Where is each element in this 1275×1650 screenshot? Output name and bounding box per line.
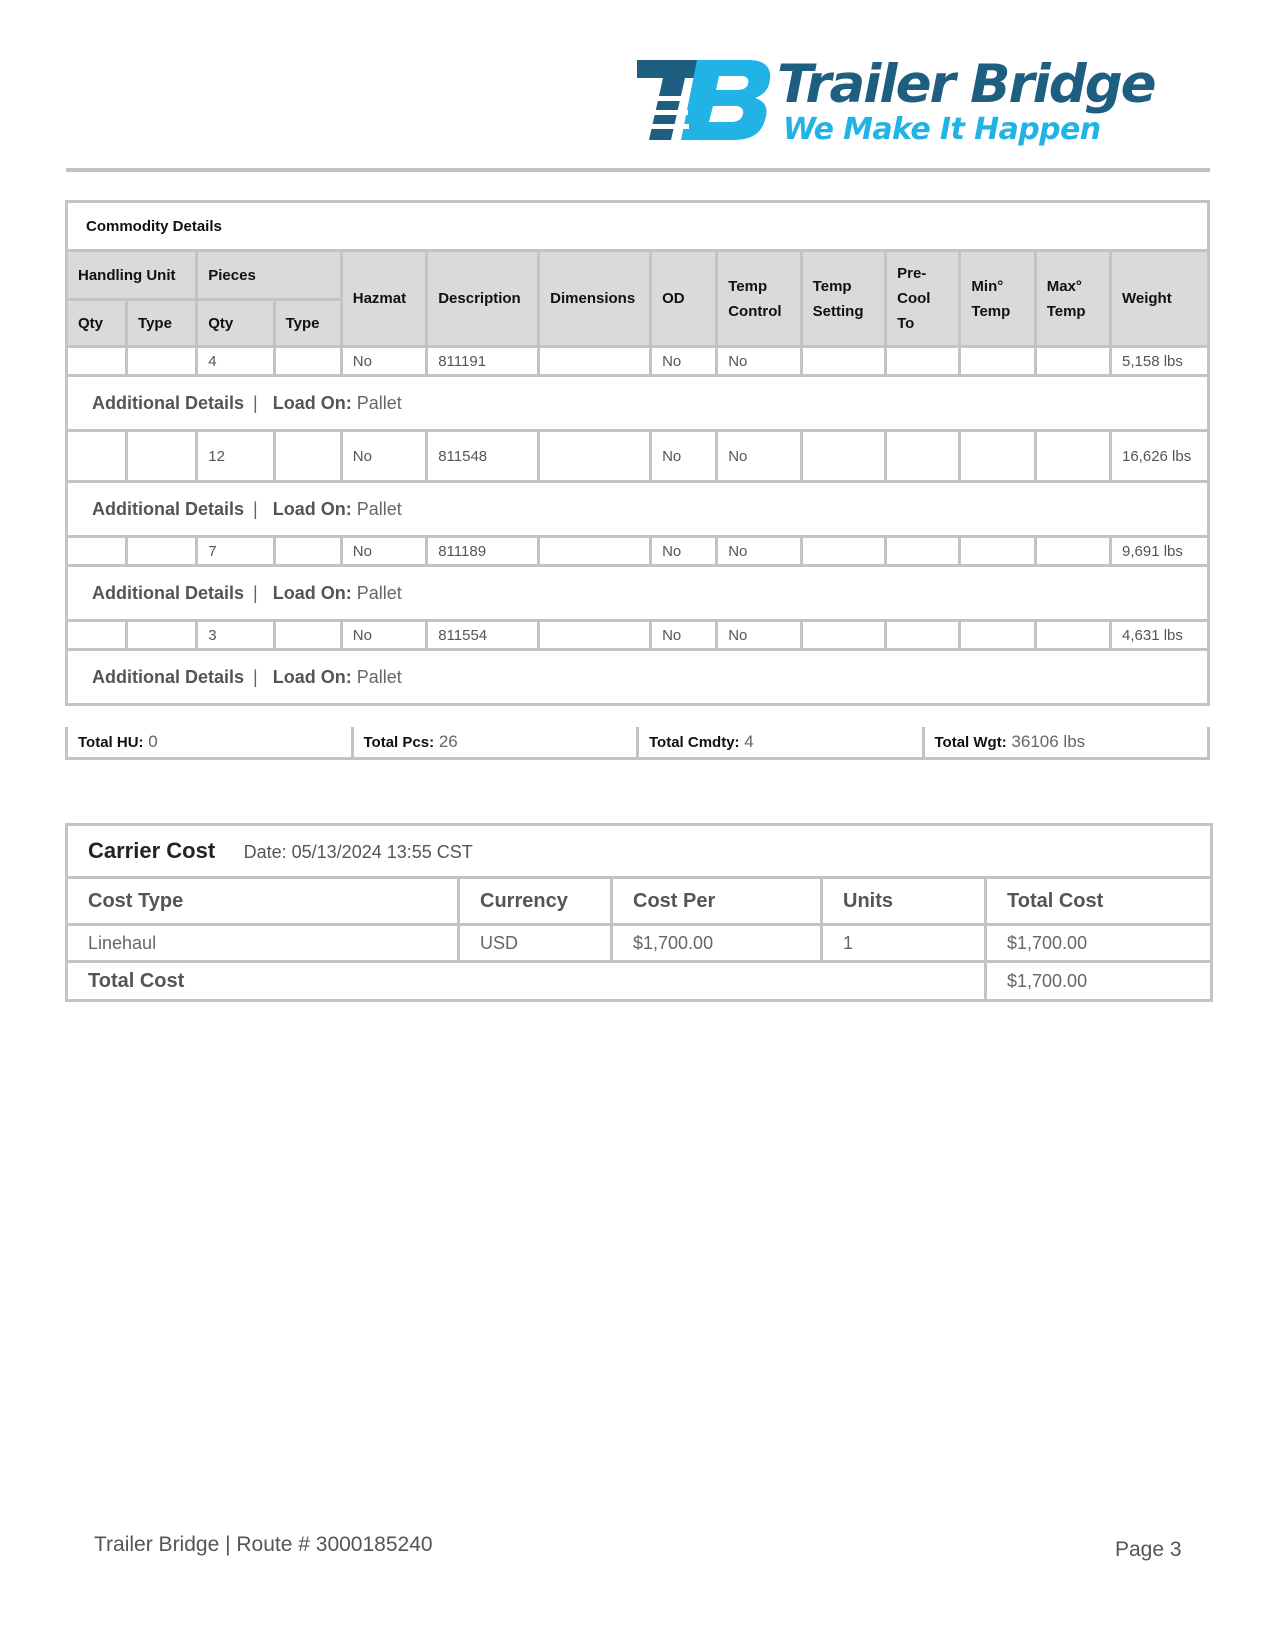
pcs-type-cell: [274, 431, 341, 482]
total-cmdty: [638, 727, 924, 759]
weight-cell: 16,626 lbs: [1111, 431, 1209, 482]
pcs-qty-cell: 4: [197, 347, 274, 376]
temp-control-cell: No: [717, 537, 801, 566]
cost-row: [67, 925, 1212, 962]
temp-control-cell: No: [717, 347, 801, 376]
header-handling-unit: Handling Unit: [67, 251, 197, 300]
header-od: OD: [651, 251, 717, 347]
separator: |: [253, 582, 258, 603]
total-wgt: [923, 727, 1209, 759]
cost-type-cell: Linehaul: [67, 925, 459, 962]
additional-details-row: [67, 376, 1209, 431]
header-min-temp: Min° Temp: [960, 251, 1035, 347]
min-temp-cell: [960, 537, 1035, 566]
load-on-label: Load On:: [272, 582, 352, 603]
pre-cool-to-cell: [886, 537, 960, 566]
description-cell: 811548: [427, 431, 539, 482]
temp-control-cell: No: [717, 431, 801, 482]
header-pcs-qty: Qty: [197, 300, 274, 347]
header-weight: Weight: [1111, 251, 1209, 347]
header-divider: [66, 168, 1210, 172]
additional-details-row: [67, 482, 1209, 537]
hu-qty-cell: [67, 537, 127, 566]
load-on-value: Pallet: [356, 498, 402, 519]
temp-setting-cell: [801, 347, 885, 376]
max-temp-cell: [1035, 431, 1110, 482]
header-total-cost: Total Cost: [986, 878, 1212, 925]
pre-cool-to-cell: [886, 621, 960, 650]
weight-cell: 9,691 lbs: [1111, 537, 1209, 566]
header-units: Units: [822, 878, 986, 925]
commodity-totals: [65, 727, 1210, 760]
header-temp-control: Temp Control: [717, 251, 801, 347]
pcs-qty-cell: 7: [197, 537, 274, 566]
dimensions-cell: [539, 621, 651, 650]
company-logo: [637, 56, 1197, 152]
load-on-value: Pallet: [356, 582, 402, 603]
header-cost-per: Cost Per: [612, 878, 822, 925]
od-cell: No: [651, 431, 717, 482]
load-on-label: Load On:: [272, 392, 352, 413]
hazmat-cell: No: [341, 621, 426, 650]
pcs-type-cell: [274, 621, 341, 650]
separator: |: [253, 498, 258, 519]
max-temp-cell: [1035, 621, 1110, 650]
header-pieces: Pieces: [197, 251, 341, 300]
total-cost-cell: $1,700.00: [986, 925, 1212, 962]
brand-name: Trailer Bridge: [777, 54, 1155, 115]
carrier-cost-table: [65, 823, 1213, 1002]
description-cell: 811191: [427, 347, 539, 376]
carrier-cost-title: Carrier Cost: [88, 838, 216, 863]
dimensions-cell: [539, 537, 651, 566]
carrier-cost-date: Date: 05/13/2024 13:55 CST: [243, 842, 473, 862]
total-cost-label: Total Cost: [67, 962, 986, 1001]
header-pre-cool-to: Pre-Cool To: [886, 251, 960, 347]
header-description: Description: [427, 251, 539, 347]
temp-setting-cell: [801, 621, 885, 650]
header-max-temp: Max° Temp: [1035, 251, 1110, 347]
tb-monogram-icon: [637, 56, 773, 144]
commodity-row: [67, 537, 1209, 566]
header-hu-type: Type: [127, 300, 197, 347]
description-cell: 811189: [427, 537, 539, 566]
commodity-row: [67, 621, 1209, 650]
hazmat-cell: No: [341, 347, 426, 376]
hu-qty-cell: [67, 621, 127, 650]
footer-route: Trailer Bridge | Route # 3000185240: [94, 1533, 433, 1556]
currency-cell: USD: [459, 925, 612, 962]
description-cell: 811554: [427, 621, 539, 650]
separator: |: [253, 392, 258, 413]
total-hu-label: Total HU:: [78, 734, 144, 751]
additional-details-row: [67, 566, 1209, 621]
additional-details-label: Additional Details: [92, 498, 245, 519]
pre-cool-to-cell: [886, 431, 960, 482]
temp-control-cell: No: [717, 621, 801, 650]
min-temp-cell: [960, 347, 1035, 376]
additional-details-label: Additional Details: [92, 666, 245, 687]
commodity-section-title: Commodity Details: [67, 202, 1209, 251]
separator: |: [253, 666, 258, 687]
pcs-qty-cell: 12: [197, 431, 274, 482]
header-dimensions: Dimensions: [539, 251, 651, 347]
max-temp-cell: [1035, 537, 1110, 566]
dimensions-cell: [539, 347, 651, 376]
pcs-type-cell: [274, 347, 341, 376]
header-pcs-type: Type: [274, 300, 341, 347]
cost-per-cell: $1,700.00: [612, 925, 822, 962]
commodity-details-table: [65, 200, 1210, 706]
header-currency: Currency: [459, 878, 612, 925]
additional-details-label: Additional Details: [92, 392, 245, 413]
header-temp-setting: Temp Setting: [801, 251, 885, 347]
pcs-qty-cell: 3: [197, 621, 274, 650]
temp-setting-cell: [801, 431, 885, 482]
hu-qty-cell: [67, 347, 127, 376]
commodity-row: [67, 347, 1209, 376]
total-cmdty-label: Total Cmdty:: [649, 734, 740, 751]
total-pcs: [352, 727, 638, 759]
hu-type-cell: [127, 537, 197, 566]
weight-cell: 5,158 lbs: [1111, 347, 1209, 376]
header-hu-qty: Qty: [67, 300, 127, 347]
additional-details-row: [67, 650, 1209, 705]
total-pcs-label: Total Pcs:: [363, 734, 435, 751]
load-on-label: Load On:: [272, 498, 352, 519]
load-on-value: Pallet: [356, 666, 402, 687]
pcs-type-cell: [274, 537, 341, 566]
load-on-label: Load On:: [272, 666, 352, 687]
max-temp-cell: [1035, 347, 1110, 376]
header-hazmat: Hazmat: [341, 251, 426, 347]
od-cell: No: [651, 537, 717, 566]
hu-type-cell: [127, 347, 197, 376]
header-cost-type: Cost Type: [67, 878, 459, 925]
od-cell: No: [651, 347, 717, 376]
hu-type-cell: [127, 621, 197, 650]
hu-type-cell: [127, 431, 197, 482]
hu-qty-cell: [67, 431, 127, 482]
brand-tagline: We Make It Happen: [783, 112, 1101, 147]
footer-page-number: Page 3: [1115, 1538, 1182, 1561]
total-cost-value: $1,700.00: [986, 962, 1212, 1001]
dimensions-cell: [539, 431, 651, 482]
od-cell: No: [651, 621, 717, 650]
load-on-value: Pallet: [356, 392, 402, 413]
total-hu-value: 0: [148, 732, 158, 751]
hazmat-cell: No: [341, 431, 426, 482]
min-temp-cell: [960, 431, 1035, 482]
total-pcs-value: 26: [438, 732, 458, 751]
temp-setting-cell: [801, 537, 885, 566]
units-cell: 1: [822, 925, 986, 962]
total-hu: [67, 727, 353, 759]
pre-cool-to-cell: [886, 347, 960, 376]
min-temp-cell: [960, 621, 1035, 650]
hazmat-cell: No: [341, 537, 426, 566]
commodity-row: [67, 431, 1209, 482]
total-cmdty-value: 4: [744, 732, 754, 751]
cost-total-row: [67, 962, 1212, 1001]
total-wgt-value: 36106 lbs: [1011, 732, 1086, 751]
additional-details-label: Additional Details: [92, 582, 245, 603]
total-wgt-label: Total Wgt:: [934, 734, 1007, 751]
weight-cell: 4,631 lbs: [1111, 621, 1209, 650]
